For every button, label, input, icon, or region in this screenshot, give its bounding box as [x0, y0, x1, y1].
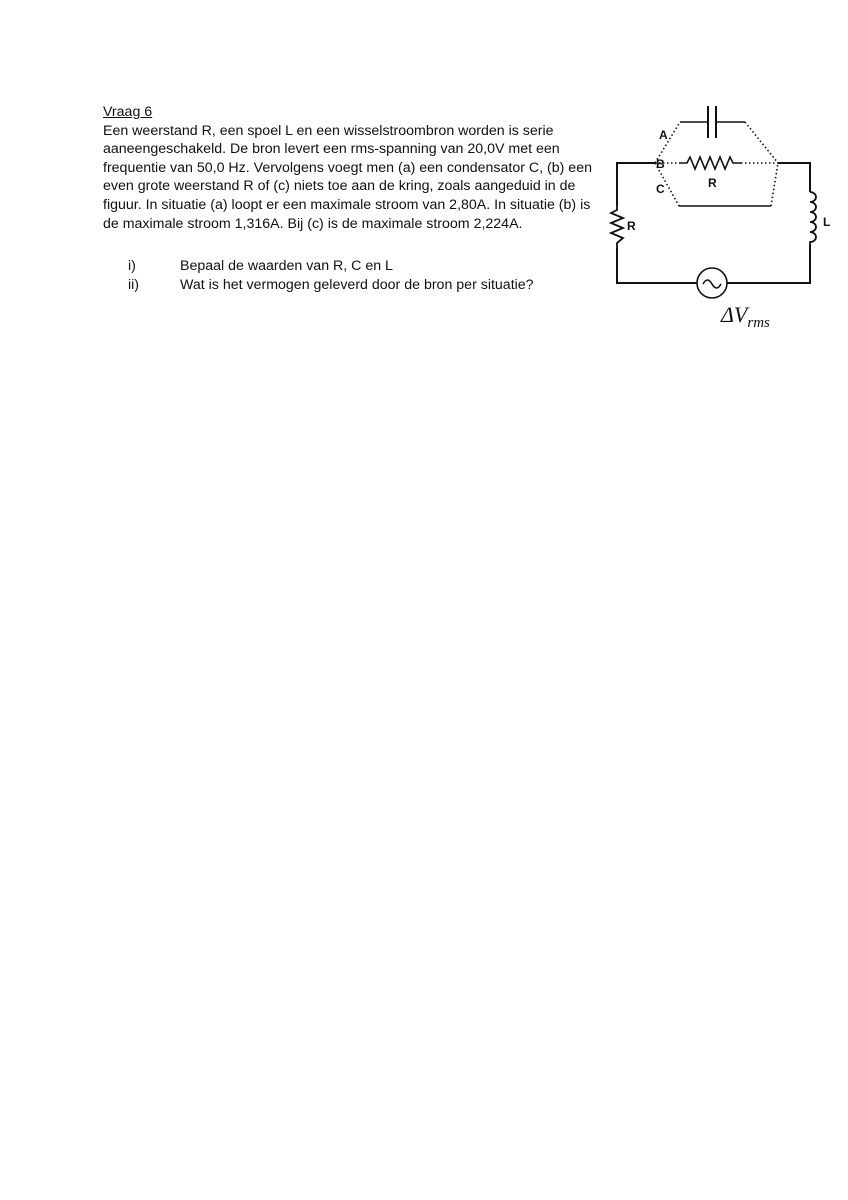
resistor-left-symbol	[611, 205, 623, 248]
label-c: C	[656, 182, 665, 196]
circuit-diagram	[600, 95, 840, 345]
wire-right-bottom	[727, 245, 810, 283]
label-r-left: R	[627, 219, 636, 233]
question-block	[103, 103, 593, 233]
label-r-branch: R	[708, 176, 717, 190]
question-title: Vraag 6	[103, 104, 153, 120]
inductor-symbol	[810, 192, 816, 245]
dotted-link-a-right	[745, 122, 778, 163]
subquestion-text: Bepaal de waarden van R, C en L	[180, 258, 393, 274]
subquestion-item	[128, 257, 534, 276]
resistor-branch-symbol	[680, 157, 741, 169]
label-l: L	[823, 215, 831, 229]
subquestion-list	[128, 257, 534, 294]
subquestion-number: ii)	[128, 276, 140, 293]
dotted-link-c-right	[771, 163, 778, 206]
wire-left-top	[617, 163, 655, 205]
wire-left-bottom	[617, 248, 697, 283]
subquestion-item	[128, 276, 534, 295]
subquestion-text: Wat is het vermogen geleverd door de bron per situatie?	[180, 276, 534, 293]
label-delta-v: $\Delta V_{rms}$	[721, 302, 770, 331]
question-body: Een weerstand R, een spoel L en een wisselstroombron worden is serie aaneengeschakeld. De bron levert een rms-spanning van 20,0V met een frequentie van 50,0 Hz. Vervolgens voegt men (a) een condensator C, (b) een even grote weerstand R of (c) niets toe aan de kring, zoals aangeduid in de figuur. In situatie (a) loopt er een maximale stroom van 2,80A. In situatie (b) is de maximale stroom 1,316A. Bij (c) is de maximale stroom 2,224A.	[103, 122, 592, 232]
label-b: B	[656, 157, 665, 171]
subquestion-number: i)	[128, 258, 136, 274]
wire-right-top	[778, 163, 810, 192]
label-a: A	[659, 128, 668, 142]
